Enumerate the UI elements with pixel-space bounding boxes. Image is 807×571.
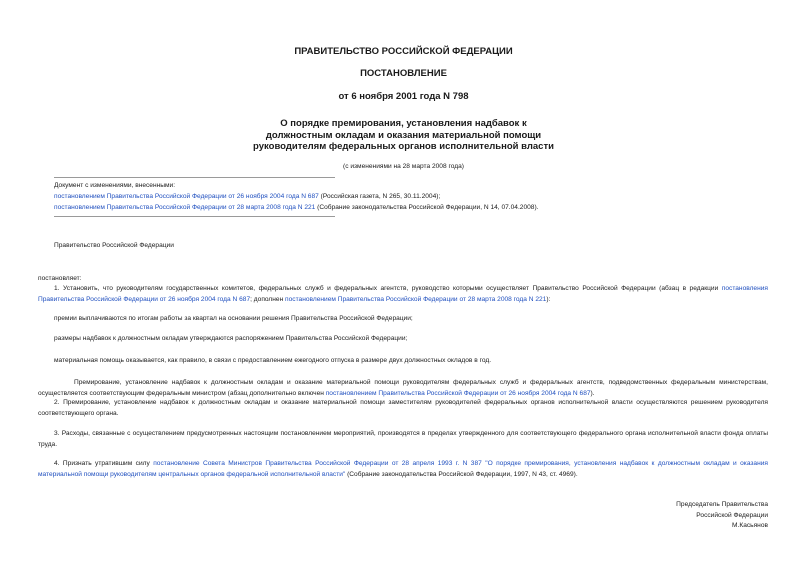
document-title-line: О порядке премирования, установления надбавок к <box>280 118 527 129</box>
document-title-line: руководителям федеральных органов исполнительной власти <box>253 141 554 152</box>
government-heading: ПРАВИТЕЛЬСТВО РОССИЙСКОЙ ФЕДЕРАЦИИ <box>294 46 513 57</box>
paragraph-text: ): <box>546 295 551 303</box>
document-date-number: от 6 ноября 2001 года N 798 <box>338 91 469 102</box>
paragraph-4 <box>38 459 768 480</box>
paragraph-text: ; дополнен <box>250 295 286 303</box>
decree-link[interactable]: постановления Правительства Российской Федерации от 26 ноября 2004 года N 687 <box>38 285 768 303</box>
paragraph-text: 4. Признать утратившим силу <box>54 460 154 467</box>
changes-note: (с изменениями на 28 марта 2008 года) <box>343 163 464 170</box>
list-item-allowances: размеры надбавок к должностным окладам утверждаются распоряжением Правительства Российской Федерации; <box>54 335 408 342</box>
paragraph-text: ). <box>590 389 595 397</box>
paragraph-text: 1. Установить, что руководителям государственных комитетов, федеральных служб и федеральных агентств, руководство которыми осуществляет Правительство Российской Федерации (абзац в редакции <box>54 285 722 292</box>
decree-link[interactable]: постановлением Правительства Российской Федерации от 26 ноября 2004 года N 687 <box>325 389 591 397</box>
paragraph-2: 2. Премирование, установление надбавок к должностным окладам и оказание материальной помощи заместителям руководителей федеральных органов исполнительной власти осуществляются решением руководителя соответствующего органа. <box>38 399 768 417</box>
amendment-source: (Собрание законодательства Российской Федерации, N 14, 07.04.2008). <box>315 204 539 211</box>
government-of-rf: Правительство Российской Федерации <box>54 242 174 249</box>
paragraph-text: (Собрание законодательства Российской Федерации, 1997, N 43, ст. 4969). <box>345 470 578 478</box>
signature-country: Российской Федерации <box>696 511 768 519</box>
signature-position: Председатель Правительства <box>676 501 768 508</box>
document-type: ПОСТАНОВЛЕНИЕ <box>360 68 447 79</box>
decrees-word: постановляет: <box>38 275 82 282</box>
list-item-financial-aid: материальная помощь оказывается, как правило, в связи с предоставлением ежегодного отпуска в размере двух должностных окладов в год. <box>54 357 492 364</box>
paragraph-1 <box>38 284 768 305</box>
signature-block <box>676 500 768 532</box>
amendment-item <box>54 192 440 202</box>
decree-link[interactable]: постановлением Правительства Российской Федерации от 28 марта 2008 года N 221 <box>285 295 547 303</box>
document-title-line: должностным окладам и оказания материальной помощи <box>265 129 542 141</box>
amendments-top-divider <box>54 177 335 178</box>
amendment-source: (Российская газета, N 265, 30.11.2004); <box>318 193 441 200</box>
document-title <box>0 118 807 153</box>
list-item-bonuses: премии выплачиваются по итогам работы за квартал на основании решения Правительства Российской Федерации; <box>54 315 413 322</box>
paragraph-3: 3. Расходы, связанные с осуществлением предусмотренных настоящим постановлением мероприятий, производятся в пределах утвержденного для соответствующего федерального органа исполнительной власти фонда оплаты труда. <box>38 430 768 448</box>
paragraph-text: Премирование, установление надбавок к должностным окладам и оказание материальной помощи руководителям федеральных служб и федеральных агентств, подведомственных федеральным министерствам, осуществляется соответствующим федеральным министром (абзац дополнительно включен <box>38 379 768 397</box>
decree-link[interactable]: постановление Совета Министров Правительства Российской Федерации от 28 апреля 1993 г. N 387 <box>153 460 482 467</box>
amendment-link[interactable]: постановлением Правительства Российской Федерации от 26 ноября 2004 года N 687 <box>54 193 319 200</box>
amendment-link[interactable]: постановлением Правительства Российской Федерации от 28 марта 2008 года N 221 <box>54 204 316 211</box>
amendments-bottom-divider <box>54 216 335 217</box>
amendments-intro: Документ с изменениями, внесенными: <box>54 182 176 189</box>
amendment-item <box>54 203 538 213</box>
paragraph-1-addition <box>38 378 768 399</box>
signature-name: М.Касьянов <box>732 522 768 529</box>
decree-link[interactable]: "О порядке премирования, установления надбавок к должностным окладам и оказания материальной помощи руководителям центральных органов федеральной исполнительной власти" <box>38 460 768 478</box>
